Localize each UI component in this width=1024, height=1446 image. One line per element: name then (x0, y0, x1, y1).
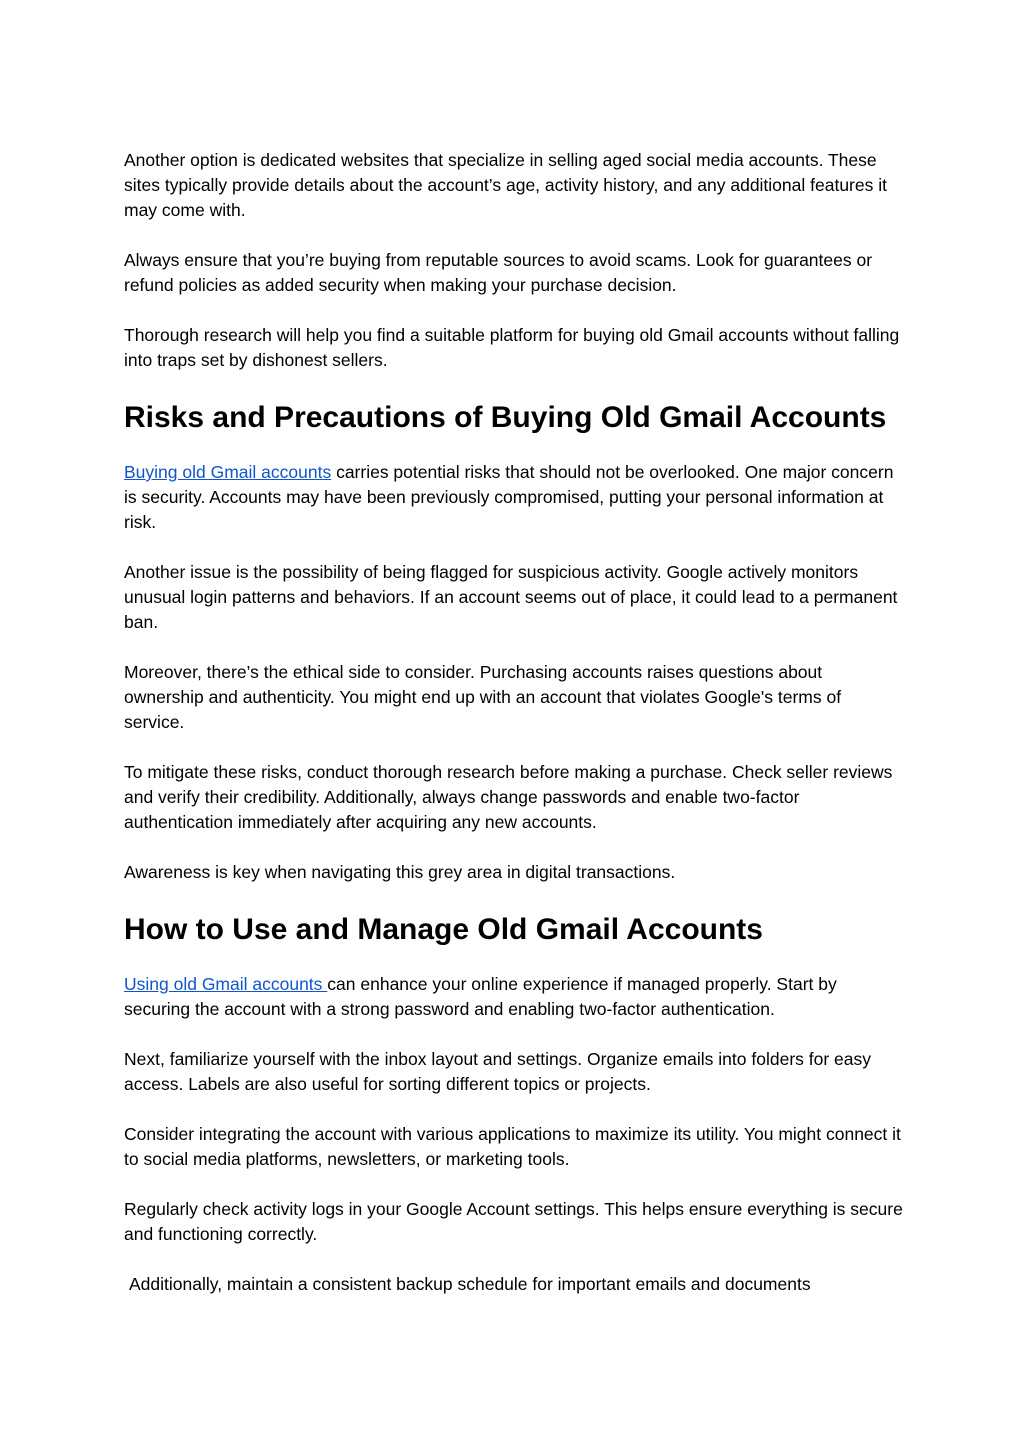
paragraph: Another issue is the possibility of being flagged for suspicious activity. Google actively monitors unusual login patterns and behaviors. If an account seems out of place, it could lead to a permanent ban. (124, 562, 898, 632)
paragraph: Next, familiarize yourself with the inbox layout and settings. Organize emails into folders for easy access. Labels are also useful for sorting different topics or projects. (124, 1049, 872, 1094)
paragraph: Additionally, maintain a consistent backup schedule for important emails and documents (129, 1274, 811, 1294)
buying-old-gmail-accounts-link[interactable]: Buying old Gmail accounts (124, 462, 332, 482)
paragraph: Always ensure that you’re buying from reputable sources to avoid scams. Look for guarantees or refund policies as added security when making your purchase decision. (124, 250, 873, 295)
paragraph-text: carries potential risks that should not be overlooked. One major concern is security. Accounts may have been previously compromised, putting your personal information at risk. (124, 462, 894, 532)
paragraph (124, 460, 904, 535)
paragraph: To mitigate these risks, conduct thorough research before making a purchase. Check seller reviews and verify their credibility. Additionally, always change passwords and enable two-factor authentication immediately after acquiring any new accounts. (124, 762, 893, 832)
paragraph (124, 972, 904, 1022)
paragraph-text: can enhance your online experience if managed properly. Start by securing the account with a strong password and enabling two-factor authentication. (124, 974, 837, 1019)
using-old-gmail-accounts-link[interactable]: Using old Gmail accounts (124, 974, 328, 994)
document-page (124, 148, 904, 1322)
paragraph: Moreover, there’s the ethical side to consider. Purchasing accounts raises questions about ownership and authenticity. You might end up with an account that violates Google's terms of service. (124, 662, 842, 732)
paragraph: Awareness is key when navigating this grey area in digital transactions. (124, 862, 676, 882)
paragraph: Another option is dedicated websites that specialize in selling aged social media accounts. These sites typically provide details about the account’s age, activity history, and any additional features it may come with. (124, 150, 887, 220)
section-heading-manage: How to Use and Manage Old Gmail Accounts (124, 913, 763, 946)
section-heading-risks: Risks and Precautions of Buying Old Gmail Accounts (124, 401, 887, 434)
paragraph: Thorough research will help you find a suitable platform for buying old Gmail accounts without falling into traps set by dishonest sellers. (124, 325, 900, 370)
paragraph: Consider integrating the account with various applications to maximize its utility. You might connect it to social media platforms, newsletters, or marketing tools. (124, 1124, 901, 1169)
paragraph: Regularly check activity logs in your Google Account settings. This helps ensure everything is secure and functioning correctly. (124, 1199, 903, 1244)
